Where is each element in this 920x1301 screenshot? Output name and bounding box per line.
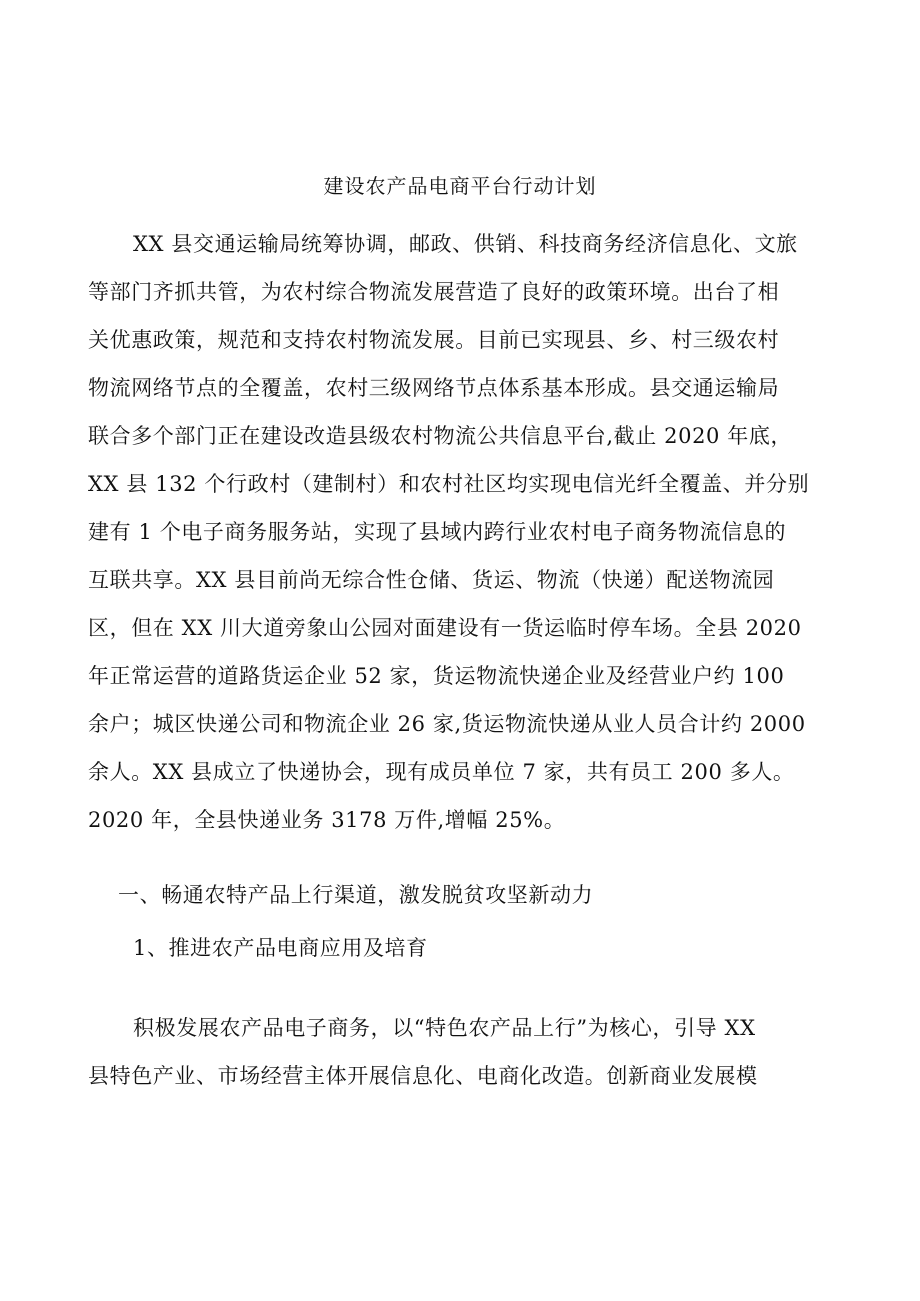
paragraph-1-line-1: XX 县交通运输局统筹协调，邮政、供销、科技商务经济信息化、文旅: [133, 232, 798, 256]
paragraph-2-line-1: 积极发展农产品电子商务，以“特色农产品上行”为核心，引导 XX: [133, 1016, 756, 1040]
paragraph-1-line-11: 余户；城区快递公司和物流企业 26 家,货运物流快递从业人员合计约 2000: [88, 712, 806, 736]
document-title: 建设农产品电商平台行动计划: [323, 174, 597, 198]
paragraph-1-line-7: 建有 1 个电子商务服务站，实现了县域内跨行业农村电子商务物流信息的: [88, 520, 787, 544]
paragraph-1-line-5: 联合多个部门正在建设改造县级农村物流公共信息平台,截止 2020 年底，: [88, 424, 793, 448]
paragraph-1-line-6: XX 县 132 个行政村（建制村）和农村社区均实现电信光纤全覆盖、并分别: [88, 472, 810, 496]
paragraph-2-line-2: 县特色产业、市场经营主体开展信息化、电商化改造。创新商业发展模: [88, 1064, 758, 1088]
paragraph-1-line-3: 关优惠政策，规范和支持农村物流发展。目前已实现县、乡、村三级农村: [88, 328, 780, 352]
paragraph-1-line-4: 物流网络节点的全覆盖，农村三级网络节点体系基本形成。县交通运输局: [88, 376, 780, 400]
paragraph-1-line-10: 年正常运营的道路货运企业 52 家，货运物流快递企业及经营业户约 100: [88, 664, 785, 688]
paragraph-1-line-2: 等部门齐抓共管，为农村综合物流发展营造了良好的政策环境。出台了相: [88, 280, 780, 304]
paragraph-1-line-13: 2020 年，全县快递业务 3178 万件,增幅 25%。: [88, 808, 566, 832]
paragraph-1-line-9: 区，但在 XX 川大道旁象山公园对面建设有一货运临时停车场。全县 2020: [88, 616, 802, 640]
paragraph-1-line-12: 余人。XX 县成立了快递协会，现有成员单位 7 家，共有员工 200 多人。: [88, 760, 795, 784]
section-heading-2: 1、推进农产品电商应用及培育: [133, 936, 428, 960]
paragraph-1-line-8: 互联共享。XX 县目前尚无综合性仓储、货运、物流（快递）配送物流园: [88, 568, 775, 592]
section-heading-1: 一、畅通农特产品上行渠道，激发脱贫攻坚新动力: [118, 883, 594, 907]
